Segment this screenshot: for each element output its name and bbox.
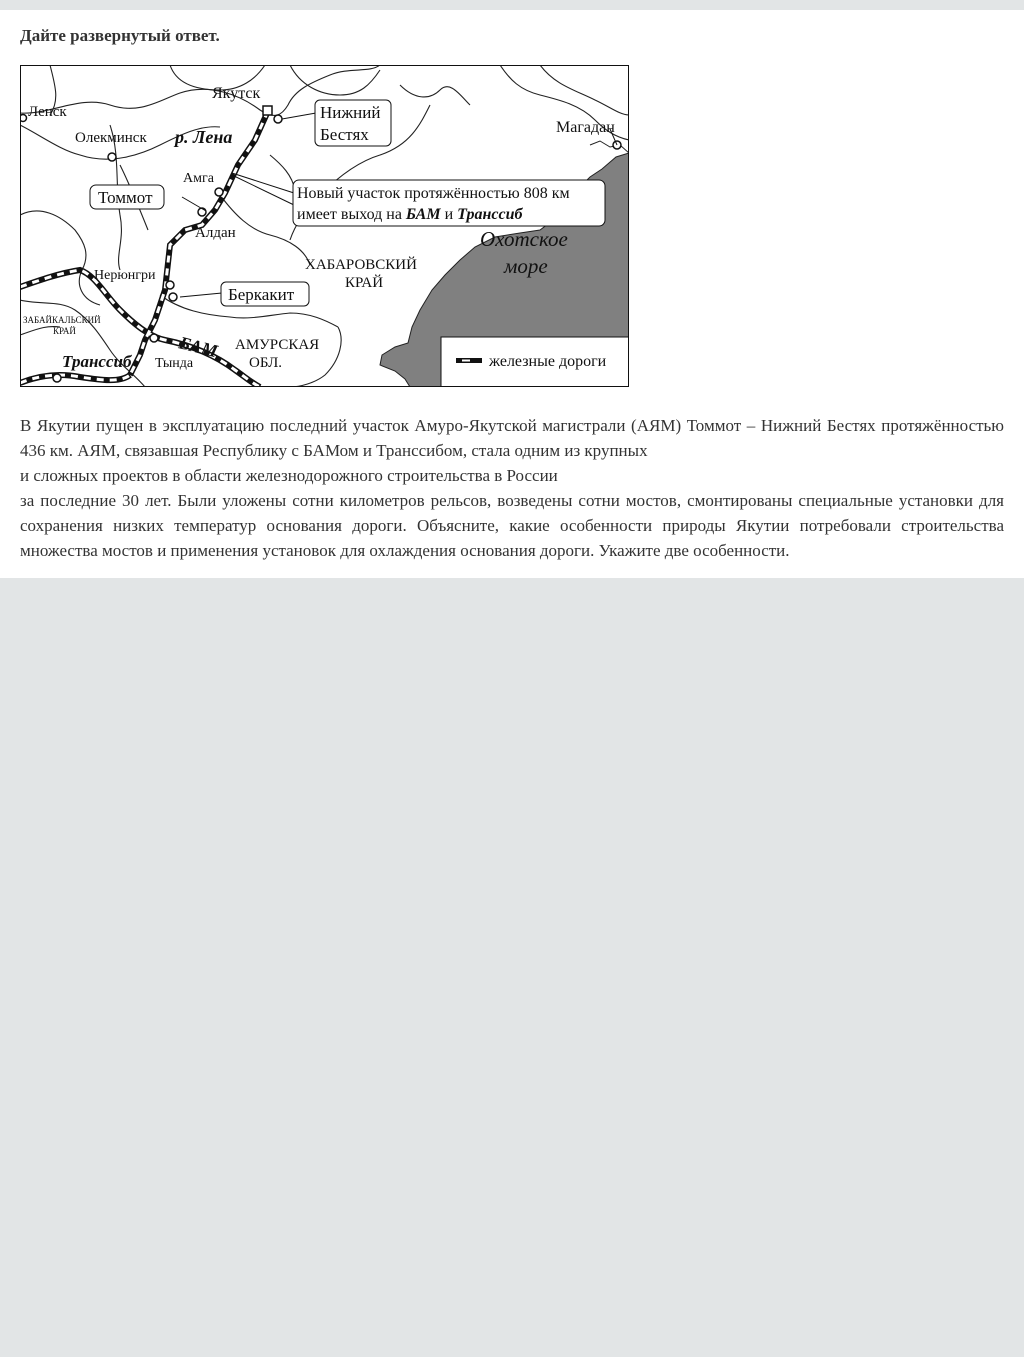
task-instruction: Дайте развернутый ответ. xyxy=(20,26,220,45)
task-paragraph-1: В Якутии пущен в эксплуатацию последний участок Амуро-Якутской магистрали (АЯМ) Томмот – Нижний Бестях протяжённостью 436 км. АЯМ, связавшая Республику с БАМом и Транссибом, стала одним из крупных xyxy=(20,416,1004,460)
sea-label-line2: море xyxy=(504,254,548,278)
amga-label: Амга xyxy=(183,171,214,186)
new-section-line1: Новый участок протяжённостью 808 км xyxy=(297,185,570,202)
neryungri-label: Нерюнгри xyxy=(94,268,156,283)
lena-river-label: р. Лена xyxy=(175,127,233,147)
transsib-station-marker xyxy=(53,374,61,382)
aldan-label: Алдан xyxy=(195,225,236,241)
magadan-label: Магадан xyxy=(556,119,615,136)
amga-marker xyxy=(215,188,223,196)
berkakit-label: Беркакит xyxy=(228,285,295,304)
zabaikalsky-label-line2: КРАЙ xyxy=(53,326,76,336)
bam-label: БАМ xyxy=(177,332,220,362)
tommot-label: Томмот xyxy=(98,188,153,207)
task-card xyxy=(0,10,1024,578)
yakutsk-marker xyxy=(263,106,272,115)
zabaikalsky-label-line1: ЗАБАЙКАЛЬСКИЙ xyxy=(23,315,101,325)
task-paragraph-3: за последние 30 лет. Были уложены сотни километров рельсов, возведены сотни мостов, смонтированы специальные установки для сохранения низких температур основания дороги. Объясните, какие особенности природы Якутии потребовали строительства множества мостов и применения установок для охлаждения основания дороги. Укажите две особенности. xyxy=(20,491,1004,560)
legend-label: железные дороги xyxy=(489,353,607,370)
yakutsk-label: Якутск xyxy=(212,85,261,102)
olekminsk-label: Олекминск xyxy=(75,130,147,146)
khabarovsk-label-line1: ХАБАРОВСКИЙ xyxy=(305,257,417,273)
nizhny-label-line1: Нижний xyxy=(320,103,381,122)
task-paragraph-2: и сложных проектов в области железнодорожного строительства в России xyxy=(20,466,558,485)
sea-label-line1: Охотское xyxy=(480,227,568,251)
tynda-label: Тында xyxy=(155,356,194,371)
new-section-line2: имеет выход на БАМ и Транссиб xyxy=(297,206,523,223)
task-text xyxy=(20,413,1004,563)
berkakit-marker xyxy=(169,293,177,301)
neryungri-marker xyxy=(166,281,174,289)
lensk-label: Ленск xyxy=(28,104,67,120)
olekminsk-marker xyxy=(108,153,116,161)
nizhny-bestyakh-marker xyxy=(274,115,282,123)
yakutia-railway-map xyxy=(20,65,629,387)
amur-label-line1: АМУРСКАЯ xyxy=(235,337,320,353)
amur-label-line2: ОБЛ. xyxy=(249,355,282,371)
khabarovsk-label-line2: КРАЙ xyxy=(345,275,384,291)
tynda-marker xyxy=(150,334,158,342)
nizhny-label-line2: Бестях xyxy=(320,125,369,144)
transsib-label: Транссиб xyxy=(62,352,132,371)
